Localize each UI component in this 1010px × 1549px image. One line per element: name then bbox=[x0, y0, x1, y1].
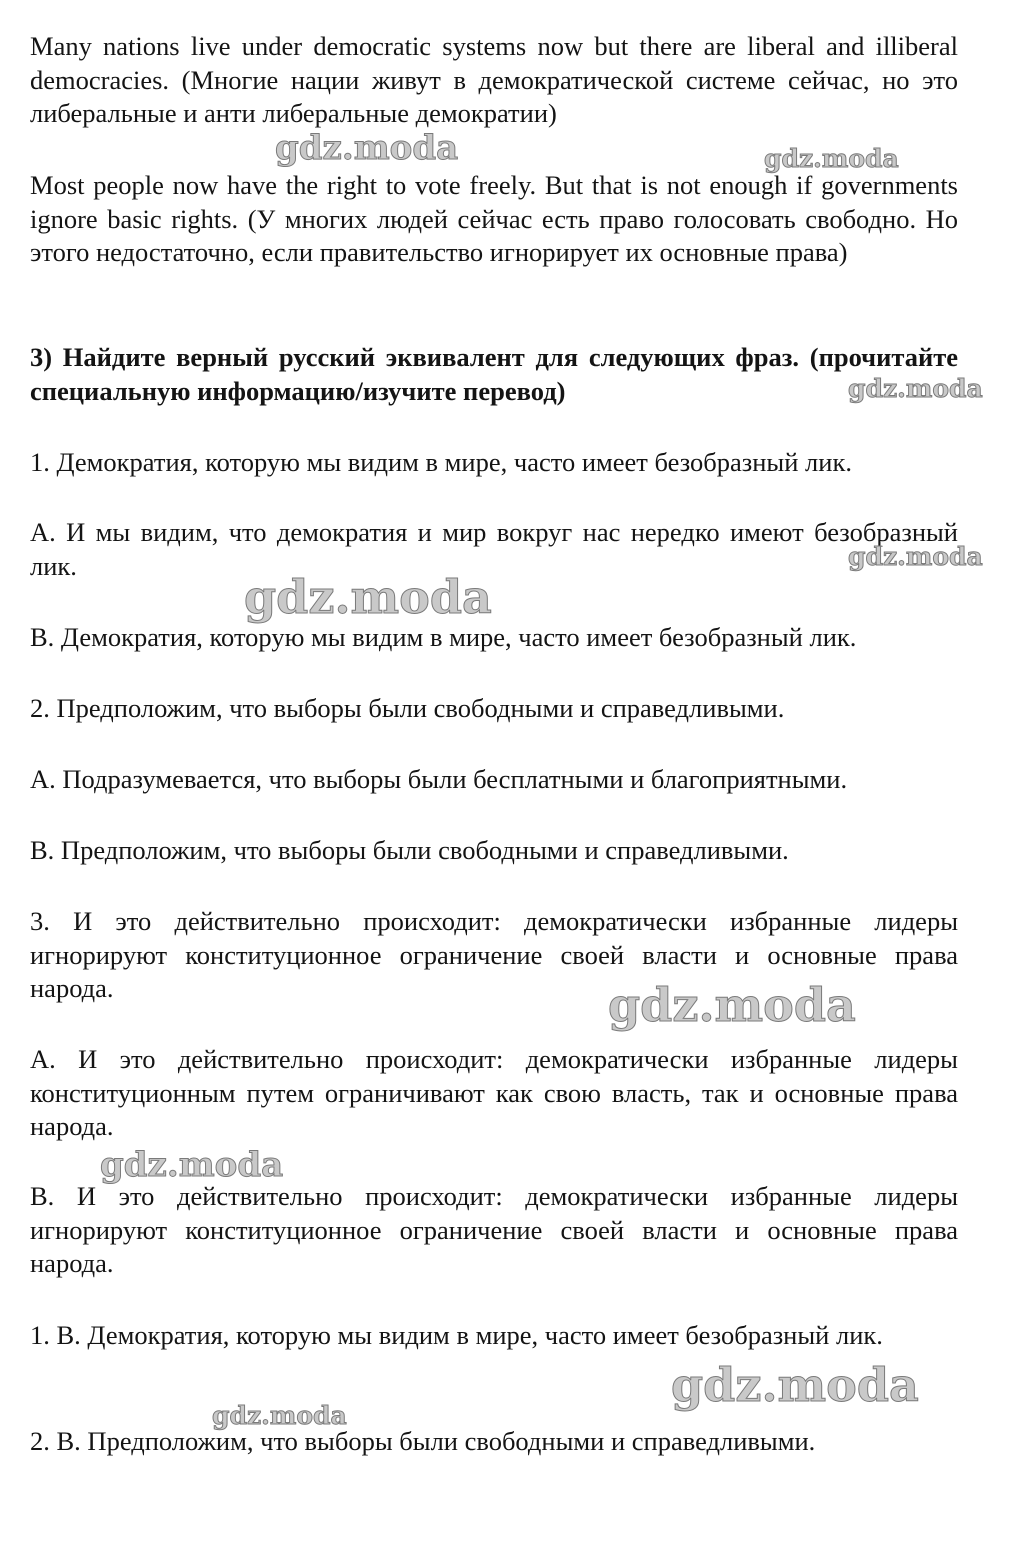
question-1-option-b: В. Демократия, которую мы видим в мире, часто имеет безобразный лик. bbox=[30, 622, 857, 652]
question-2-option-b: В. Предположим, что выборы были свободными и справедливыми. bbox=[30, 835, 789, 865]
paragraph-democracies: Many nations live under democratic systems now but there are liberal and illiberal democracies. (Многие нации живут в демократической системе сейчас, но это либеральные и анти либеральные демократии) bbox=[30, 31, 958, 128]
answer-1: 1. В. Демократия, которую мы видим в мире, часто имеет безобразный лик. bbox=[30, 1320, 883, 1350]
question-2-option-a: А. Подразумевается, что выборы были бесплатными и благоприятными. bbox=[30, 764, 848, 794]
answer-2: 2. В. Предположим, что выборы были свободными и справедливыми. bbox=[30, 1426, 816, 1456]
watermark: gdz.moda bbox=[764, 144, 899, 173]
watermark: gdz.moda bbox=[848, 374, 983, 403]
paragraph-voting-rights: Most people now have the right to vote freely. But that is not enough if governments ignore basic rights. (У многих людей сейчас есть право голосовать свободно. Но этого недостаточно, если правительство игнорирует их основные права) bbox=[30, 170, 958, 267]
question-3-option-a: А. И это действительно происходит: демократически избранные лидеры конституционным путем ограничивают как свою власть, так и основные права народа. bbox=[30, 1044, 958, 1141]
question-3-option-b: В. И это действительно происходит: демократически избранные лидеры игнорируют конституционное ограничение своей власти и основные права народа. bbox=[30, 1181, 958, 1278]
watermark: gdz.moda bbox=[275, 128, 459, 168]
question-1: 1. Демократия, которую мы видим в мире, часто имеет безобразный лик. bbox=[30, 447, 852, 477]
watermark: gdz.moda bbox=[100, 1145, 284, 1185]
section-heading: 3) Найдите верный русский эквивалент для следующих фраз. (прочитайте специальную информацию/изучите перевод) bbox=[30, 342, 958, 406]
watermark: gdz.moda bbox=[212, 1401, 347, 1430]
watermark: gdz.moda bbox=[848, 542, 983, 571]
question-3: 3. И это действительно происходит: демократически избранные лидеры игнорируют конституционное ограничение своей власти и основные права народа. bbox=[30, 906, 958, 1003]
watermark: gdz.moda bbox=[671, 1358, 919, 1412]
watermark: gdz.moda bbox=[244, 570, 492, 624]
watermark: gdz.moda bbox=[608, 978, 856, 1032]
question-1-option-a: А. И мы видим, что демократия и мир вокруг нас нередко имеют безобразный лик. bbox=[30, 517, 958, 581]
question-2: 2. Предположим, что выборы были свободными и справедливыми. bbox=[30, 693, 785, 723]
